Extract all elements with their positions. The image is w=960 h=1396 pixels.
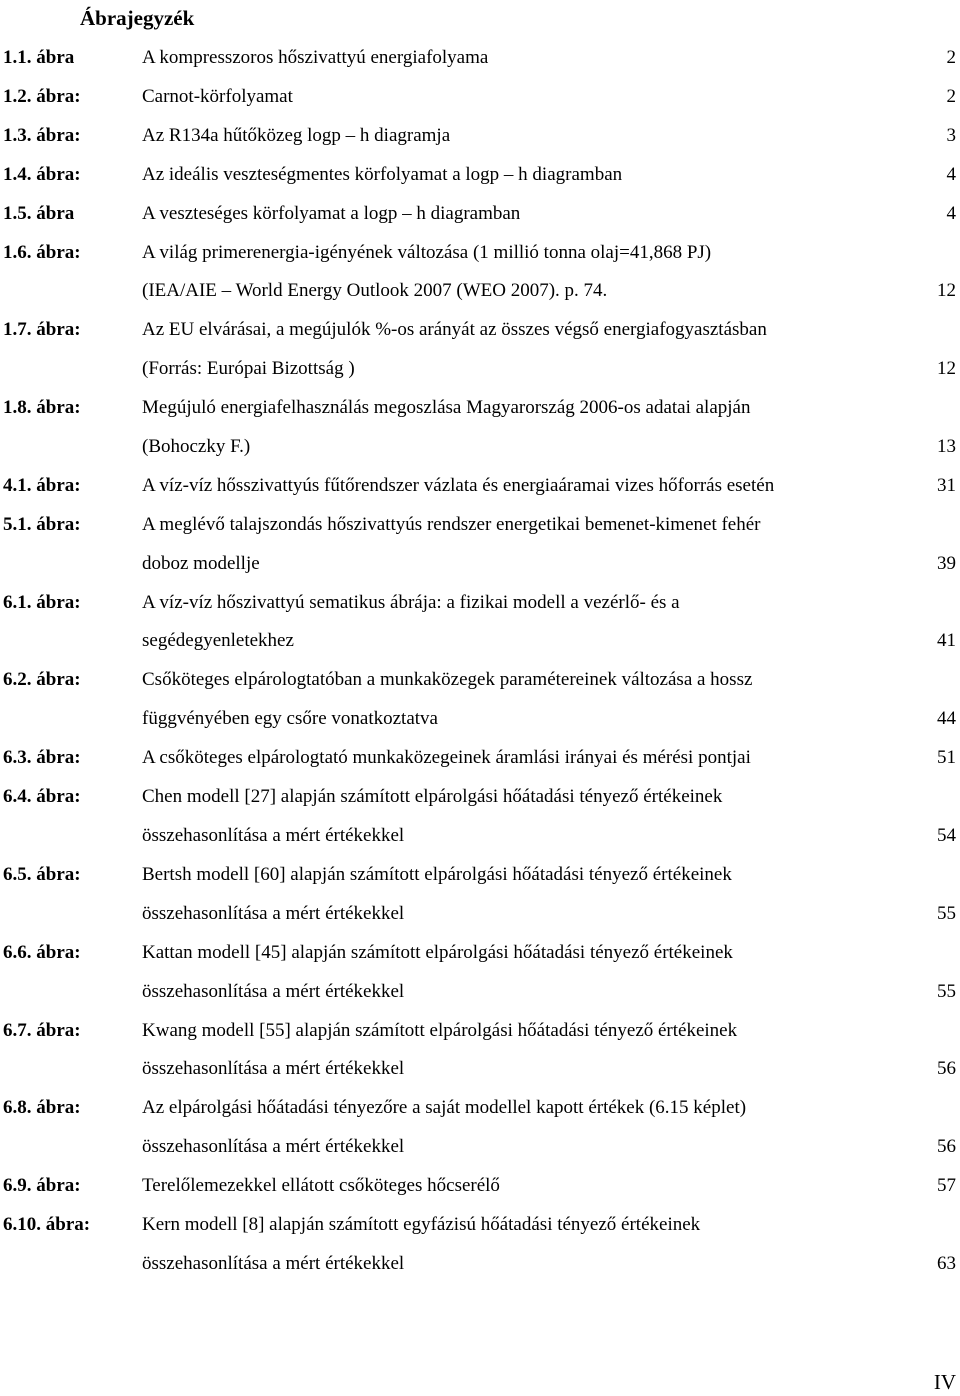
figure-page-number: 3: [946, 124, 956, 146]
figure-page-number: 56: [937, 1058, 956, 1080]
figure-number: 1.4. ábra:: [3, 163, 81, 185]
figure-page-number: 13: [937, 435, 956, 457]
figure-number: 6.1. ábra:: [3, 591, 81, 613]
figure-page-number: 55: [937, 980, 956, 1002]
figure-number: 1.2. ábra:: [3, 85, 81, 107]
figure-caption-line: összehasonlítása a mért értékekkel: [142, 1058, 405, 1080]
figure-caption-line: összehasonlítása a mért értékekkel: [142, 902, 405, 924]
figure-page-number: 2: [946, 47, 956, 68]
figure-caption-line: összehasonlítása a mért értékekkel: [142, 1136, 405, 1158]
figure-page-number: 63: [937, 1252, 956, 1274]
figure-caption-line: Kwang modell [55] alapján számított elpárolgási hőátadási tényező értékeinek: [142, 1019, 738, 1041]
figure-caption-line: Carnot-körfolyamat: [142, 85, 293, 107]
figure-page-number: 4: [946, 163, 956, 185]
figure-number: 1.7. ábra:: [3, 319, 81, 341]
figure-number: 1.3. ábra:: [3, 124, 81, 146]
figure-number: 4.1. ábra:: [3, 474, 81, 496]
figure-caption-line: Terelőlemezekkel ellátott csőköteges hőcserélő: [142, 1175, 500, 1197]
figure-number: 6.10. ábra:: [3, 1214, 91, 1235]
figure-page-number: 41: [937, 630, 956, 652]
figure-number: 5.1. ábra:: [3, 513, 81, 535]
figure-caption-line: Az R134a hűtőközeg logp – h diagramja: [142, 124, 451, 146]
figure-number: 1.6. ábra:: [3, 241, 81, 263]
figure-caption-line: összehasonlítása a mért értékekkel: [142, 1252, 405, 1274]
figure-caption-line: (Forrás: Európai Bizottság ): [142, 358, 355, 380]
figure-page-number: 57: [937, 1175, 956, 1197]
figure-number: 6.7. ábra:: [3, 1019, 81, 1041]
figure-number: 1.5. ábra: [3, 202, 75, 224]
figure-page-number: 4: [946, 202, 956, 224]
figure-page-number: 55: [937, 902, 956, 924]
figure-number: 1.1. ábra: [3, 47, 75, 68]
figure-caption-line: (IEA/AIE – World Energy Outlook 2007 (WEO 2007). p. 74.: [142, 280, 608, 302]
page-title: Ábrajegyzék: [80, 6, 195, 30]
figure-caption-line: doboz modellje: [142, 552, 260, 574]
figure-caption-line: segédegyenletekhez: [142, 630, 294, 652]
figure-page-number: 39: [937, 552, 956, 574]
figure-caption-line: (Bohoczky F.): [142, 435, 251, 457]
figure-page-number: 44: [937, 708, 956, 730]
figure-number: 6.9. ábra:: [3, 1175, 81, 1197]
page-number: IV: [933, 1370, 956, 1394]
figure-caption-line: A világ primerenergia-igényének változása (1 millió tonna olaj=41,868 PJ): [142, 241, 712, 263]
figure-page-number: 54: [937, 824, 956, 846]
figure-number: 6.3. ábra:: [3, 747, 81, 769]
figure-caption-line: Az EU elvárásai, a megújulók %-os arányát az összes végső energiafogyasztásban: [142, 319, 767, 341]
figure-caption-line: Az ideális veszteségmentes körfolyamat a logp – h diagramban: [142, 163, 623, 185]
figure-caption-line: A csőköteges elpárologtató munkaközegeinek áramlási irányai és mérési pontjai: [142, 747, 751, 769]
figure-caption-line: összehasonlítása a mért értékekkel: [142, 824, 405, 846]
figure-caption-line: függvényében egy csőre vonatkoztatva: [142, 708, 438, 730]
figure-number: 1.8. ábra:: [3, 397, 81, 419]
figure-caption-line: A meglévő talajszondás hőszivattyús rendszer energetikai bemenet-kimenet fehér: [142, 513, 761, 535]
figure-caption-line: Kattan modell [45] alapján számított elpárolgási hőátadási tényező értékeinek: [142, 941, 733, 963]
figure-page-number: 12: [937, 358, 956, 380]
figure-number: 6.8. ábra:: [3, 1097, 81, 1119]
figure-page-number: 31: [937, 474, 956, 496]
figure-page-number: 2: [946, 85, 956, 107]
figure-number: 6.4. ábra:: [3, 786, 81, 808]
figure-caption-line: összehasonlítása a mért értékekkel: [142, 980, 405, 1002]
figure-caption-line: A víz-víz hőszivattyú sematikus ábrája: a fizikai modell a vezérlő- és a: [142, 591, 680, 613]
figure-caption-line: Csőköteges elpárologtatóban a munkaközegek paramétereinek változása a hossz: [142, 669, 753, 691]
figure-caption-line: Bertsh modell [60] alapján számított elpárolgási hőátadási tényező értékeinek: [142, 863, 732, 885]
figure-caption-line: Chen modell [27] alapján számított elpárolgási hőátadási tényező értékeinek: [142, 786, 723, 808]
figure-caption-line: A víz-víz hősszivattyús fűtőrendszer vázlata és energiaáramai vizes hőforrás esetén: [142, 474, 775, 496]
figure-number: 6.6. ábra:: [3, 941, 81, 963]
figure-caption-line: A kompresszoros hőszivattyú energiafolyama: [142, 47, 489, 68]
figure-page-number: 56: [937, 1136, 956, 1158]
figure-caption-line: Megújuló energiafelhasználás megoszlása Magyarország 2006-os adatai alapján: [142, 397, 751, 419]
figure-number: 6.5. ábra:: [3, 863, 81, 885]
figure-caption-line: Az elpárolgási hőátadási tényezőre a saját modellel kapott értékek (6.15 képlet): [142, 1097, 747, 1119]
figure-caption-line: A veszteséges körfolyamat a logp – h diagramban: [142, 202, 521, 224]
figure-number: 6.2. ábra:: [3, 669, 81, 691]
figure-caption-line: Kern modell [8] alapján számított egyfázisú hőátadási tényező értékeinek: [142, 1214, 701, 1235]
figure-page-number: 12: [937, 280, 956, 302]
figure-page-number: 51: [937, 747, 956, 769]
